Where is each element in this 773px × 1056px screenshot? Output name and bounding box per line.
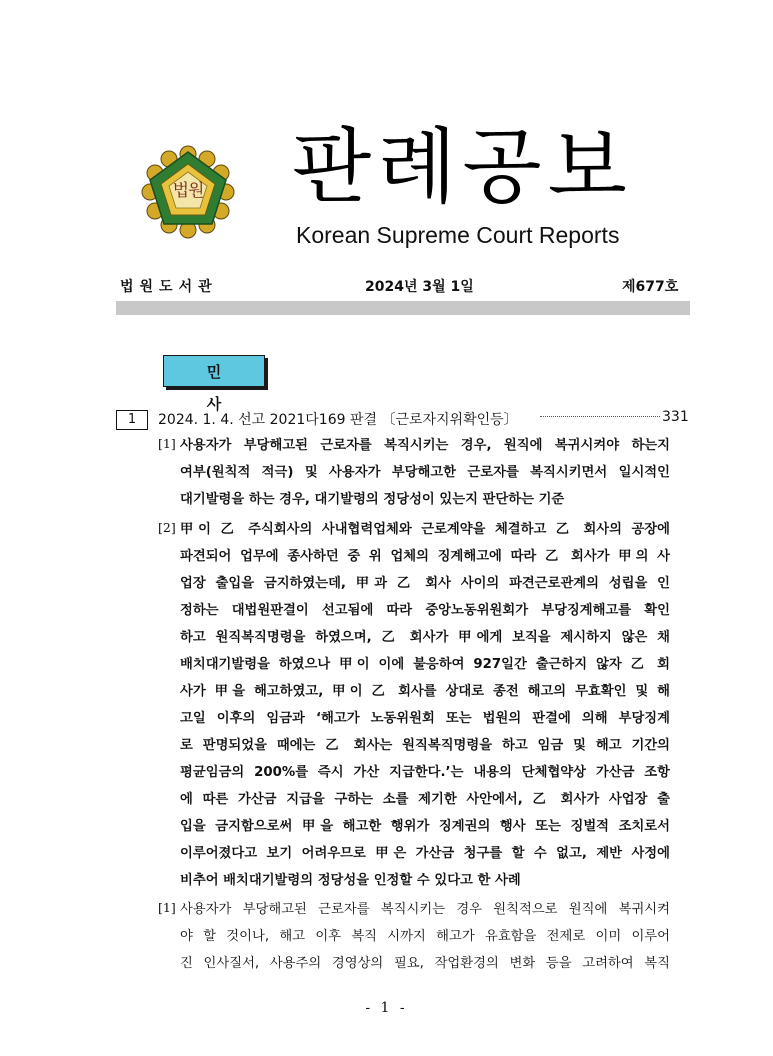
- summary-line: 이루어졌다고 보기 어려우므로 甲은 가산금 청구를 할 수 없고, 제반 사정에: [180, 846, 670, 861]
- case-title: 2024. 1. 4. 선고 2021다169 판결 〔근로자지위확인등〕: [158, 412, 518, 428]
- summary-line: 정하는 대법원판결이 선고됨에 따라 중앙노동위원회가 부당징계해고를 확인: [180, 603, 670, 618]
- section-label: 민 사: [163, 355, 265, 387]
- summary-line: 배치대기발령을 하였으나 甲이 이에 불응하여 927일간 출근하지 않자 乙 회: [180, 657, 670, 672]
- summary-line: 평균임금의 200%를 즉시 가산 지급한다.’는 내용의 단체협약상 가산금 조항: [180, 765, 670, 780]
- issue-number: 제677호: [622, 279, 679, 295]
- summary-line: 고일 이후의 임금과 ‘해고가 노동위원회 또는 법원의 판결에 의해 부당징계: [180, 711, 670, 726]
- issue-date: 2024년 3월 1일: [365, 279, 474, 295]
- publication-title: 판례공보: [292, 120, 633, 215]
- header-divider: [116, 301, 690, 315]
- holding-line: 사용자가 부당해고된 근로자를 복직시키는 경우 원칙적으로 원직에 복귀시켜: [180, 902, 670, 917]
- summary-mark: [1]: [158, 436, 176, 451]
- case-leader-dots: [540, 416, 660, 417]
- summary-line: 파견되어 업무에 종사하던 중 위 업체의 징계해고에 따라 乙 회사가 甲의 사: [180, 549, 670, 564]
- summary-line: 사용자가 부당해고된 근로자를 복직시키는 경우, 원직에 복귀시켜야 하는지: [180, 438, 670, 453]
- publication-subtitle: Korean Supreme Court Reports: [296, 222, 620, 248]
- summary-line: 대기발령을 하는 경우, 대기발령의 정당성이 있는지 판단하는 기준: [180, 492, 565, 507]
- summary-line: 하고 원직복직명령을 하였으며, 乙 회사가 甲에게 보직을 제시하지 않은 채: [180, 630, 670, 645]
- summary-line: 로 판명되었을 때에는 乙 회사는 원직복직명령을 하고 임금 및 해고 기간의: [180, 738, 670, 753]
- holding-mark: [1]: [158, 900, 176, 915]
- summary-line: 비추어 배치대기발령의 정당성을 인정할 수 있다고 한 사례: [180, 873, 521, 888]
- summary-mark: [2]: [158, 520, 176, 535]
- holding-line: 진 인사질서, 사용주의 경영상의 필요, 작업환경의 변화 등을 고려하여 복직: [180, 956, 670, 971]
- holding-line: 야 할 것이나, 해고 이후 복직 시까지 해고가 유효함을 전제로 이미 이루어: [180, 929, 670, 944]
- case-number-box: 1: [116, 410, 148, 430]
- summary-line: 사가 甲을 해고하였고, 甲이 乙 회사를 상대로 종전 해고의 무효확인 및 해: [180, 684, 670, 699]
- case-page-number: 331: [662, 409, 689, 425]
- summary-line: 여부(원칙적 적극) 및 사용자가 부당해고한 근로자를 복직시키면서 일시적인: [180, 465, 670, 480]
- summary-line: 에 따른 가산금 지급을 구하는 소를 제기한 사안에서, 乙 회사가 사업장 출: [180, 792, 670, 807]
- page-number: - 1 -: [365, 1000, 408, 1016]
- publisher-name: 법원도서관: [120, 279, 218, 295]
- summary-line: 甲이 乙 주식회사의 사내협력업체와 근로계약을 체결하고 乙 회사의 공장에: [180, 522, 670, 537]
- summary-line: 입을 금지함으로써 甲을 해고한 행위가 징계권의 행사 또는 징벌적 조치로서: [180, 819, 670, 834]
- summary-line: 업장 출입을 금지하였는데, 甲과 乙 회사 사이의 파견근로관계의 성립을 인: [180, 576, 670, 591]
- emblem-label: 법원: [172, 181, 204, 201]
